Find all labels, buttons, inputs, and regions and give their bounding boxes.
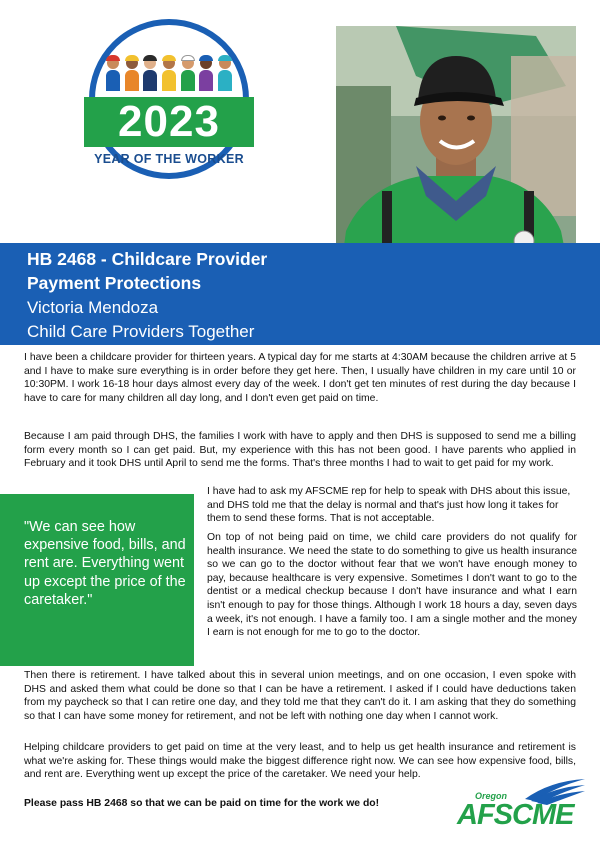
speaker-organization: Child Care Providers Together	[27, 322, 255, 341]
paragraph-intro: I have been a childcare provider for thirteen years. A typical day for me starts at 4:30AM because the children arrive at 5 and I have to make sure everything is in order before they get here. Then, I usually have children in my care until 10 or 10:30PM. I work 16-18 hour days almost every day of the week. I don't get ten minutes of rest during the day because I have to care for many children all day long, and I don't even get paid on time.	[24, 352, 576, 404]
pull-quote-text: "We can see how expensive food, bills, and rent are. Everything went up except the price of the caretaker."	[24, 519, 186, 608]
bill-title-line2: Payment Protections	[27, 273, 202, 293]
speaker-name: Victoria Mendoza	[27, 298, 159, 317]
title-banner	[0, 243, 600, 345]
pull-quote-box	[0, 494, 194, 666]
logo-subtitle: YEAR OF THE WORKER	[94, 152, 244, 166]
logo-year: 2023	[84, 97, 254, 147]
paragraph-afscme-rep: I have had to ask my AFSCME rep for help to speak with DHS about this issue, and DHS told me that the delay is normal and that's just how long it takes for them to send these forms. That is not acceptable.	[207, 486, 571, 525]
worker-figures-icon	[106, 55, 232, 91]
year-of-worker-logo	[84, 19, 254, 205]
afscme-logo-small: Oregon	[475, 791, 508, 801]
paragraph-health-insurance: On top of not being paid on time, we child care providers do not qualify for health insurance. We need the state to do something to give us health insurance so we can go to the doctor without fear that we won't have enough money to pay, because healthcare is very expensive. Sometimes I don't want to go to the dentist or a medical checkup because I don't have insurance and what I earn isn't enough to pay for those things. Although I work 18 hours a day, seven days a week, it's not enough. I have a family too. I am a single mother and the money I earn is not enough for me to go to the doctor.	[207, 532, 577, 639]
call-to-action: Please pass HB 2468 so that we can be paid on time for the work we do!	[24, 798, 380, 809]
bill-title-line1: HB 2468 - Childcare Provider	[27, 249, 268, 269]
paragraph-dhs-payment: Because I am paid through DHS, the families I work with have to apply and then DHS is supposed to send me a billing form every month so I can get paid. But, my experience with this has not been good. I have parents who applied in February and it took DHS until April to send me the forms. That's three months I had to wait to get paid for my work.	[24, 431, 576, 470]
paragraph-request: Helping childcare providers to get paid on time at the very least, and to help us get health insurance and retirement is what we're asking for. These things would make the biggest difference right now. We can see how expensive food, bills, and rent are. Everything went up except the price of the caretaker. We need your help.	[24, 742, 576, 781]
afscme-logo	[455, 779, 587, 831]
paragraph-retirement: Then there is retirement. I have talked about this in several union meetings, and on one occasion, I even spoke with DHS and asked them what could be done so that I can be have a retirement. I asked if I could have deductions taken from my paycheck so that I can retire one day, and they told me that they can't do it. I am asking that they do something so that I can have some money for retirement, and not be left with nothing one day when I cannot work.	[24, 670, 576, 722]
afscme-logo-large: AFSCME	[457, 799, 574, 831]
